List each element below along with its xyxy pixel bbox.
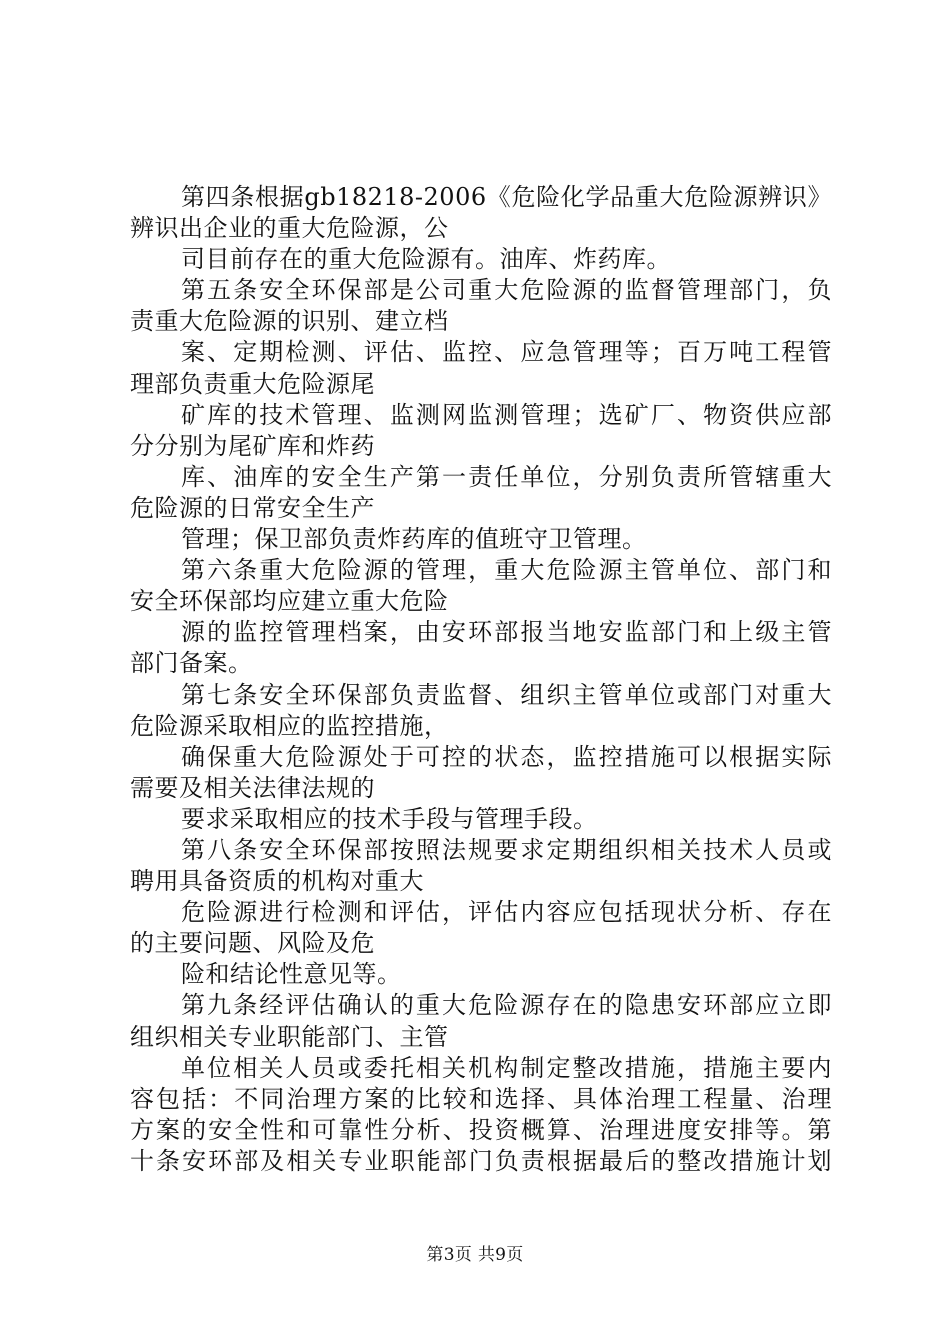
text-line: 的主要问题、风险及危 bbox=[130, 929, 375, 958]
text-line: 管理；保卫部负责炸药库的值班守卫管理。 bbox=[181, 525, 647, 554]
text-line: 矿库的技术管理、监测网监测管理；选矿厂、物资供应部 bbox=[181, 400, 832, 429]
text-line: 库、油库的安全生产第一责任单位，分别负责所管辖重大 bbox=[181, 462, 832, 491]
text-line: 危险源采取相应的监控措施， bbox=[130, 711, 449, 740]
text-line: 辨识出企业的重大危险源，公 bbox=[130, 214, 449, 243]
text-line: 容包括：不同治理方案的比较和选择、具体治理工程量、治理 bbox=[130, 1084, 832, 1113]
text-line: 第九条经评估确认的重大危险源存在的隐患安环部应立即 bbox=[181, 991, 832, 1020]
document-body bbox=[130, 182, 832, 1177]
text-line: 方案的安全性和可靠性分析、投资概算、治理进度安排等。第 bbox=[130, 1115, 832, 1144]
text-line: 需要及相关法律法规的 bbox=[130, 773, 375, 802]
text-line: 聘用具备资质的机构对重大 bbox=[130, 867, 424, 896]
text-line: 单位相关人员或委托相关机构制定整改措施，措施主要内 bbox=[181, 1053, 832, 1082]
text-line: 案、定期检测、评估、监控、应急管理等；百万吨工程管 bbox=[181, 338, 832, 367]
text-line: 理部负责重大危险源尾 bbox=[130, 369, 375, 398]
text-line: 组织相关专业职能部门、主管 bbox=[130, 1022, 449, 1051]
text-line: 安全环保部均应建立重大危险 bbox=[130, 587, 449, 616]
page-number: 第3页 共9页 bbox=[426, 1245, 524, 1265]
text-line: 源的监控管理档案，由安环部报当地安监部门和上级主管 bbox=[181, 618, 832, 647]
text-line: 第四条根据gb18218-2006《危险化学品重大危险源辨识》 bbox=[181, 183, 832, 211]
text-line: 确保重大危险源处于可控的状态，监控措施可以根据实际 bbox=[181, 742, 832, 771]
text-line: 要求采取相应的技术手段与管理手段。 bbox=[181, 804, 598, 833]
text-line: 责重大危险源的识别、建立档 bbox=[130, 307, 449, 336]
text-line: 第七条安全环保部负责监督、组织主管单位或部门对重大 bbox=[181, 680, 832, 709]
text-line: 部门备案。 bbox=[130, 649, 253, 678]
text-line: 第八条安全环保部按照法规要求定期组织相关技术人员或 bbox=[181, 835, 832, 864]
text-line: 危险源进行检测和评估，评估内容应包括现状分析、存在 bbox=[181, 898, 832, 927]
text-line: 十条安环部及相关专业职能部门负责根据最后的整改措施计划 bbox=[130, 1146, 832, 1175]
text-line: 司目前存在的重大危险源有。油库、炸药库。 bbox=[181, 245, 671, 274]
text-line: 第六条重大危险源的管理，重大危险源主管单位、部门和 bbox=[181, 556, 832, 585]
text-line: 危险源的日常安全生产 bbox=[130, 493, 375, 522]
text-line: 险和结论性意见等。 bbox=[181, 960, 402, 989]
text-line: 第五条安全环保部是公司重大危险源的监督管理部门，负 bbox=[181, 276, 832, 305]
text-line: 分分别为尾矿库和炸药 bbox=[130, 431, 375, 460]
